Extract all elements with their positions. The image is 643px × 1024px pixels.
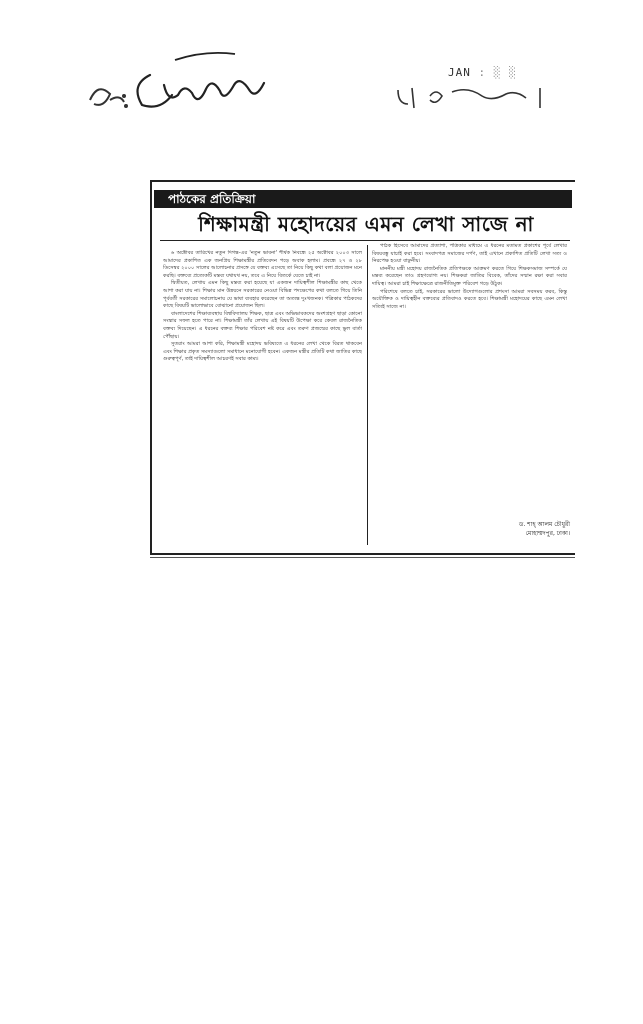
- top-rule: [150, 180, 575, 182]
- article-column-right: [372, 243, 567, 488]
- article-paragraph: ৬ অক্টোবর তারিখের নতুন দিগন্ত-এর 'নতুন ভাবনা' শীর্ষক নিবন্ধে ২৫ অক্টোবর ২০০৩ সালে আমাদের প্রকাশিত এক জনপ্রিয় শিক্ষামন্ত্রীর প্রতিবেদন পড়ে অবাক হলাম। প্রবন্ধে ২৭ ও ২৮ ডিসেম্বর ২০০০ সালের আলোচনার প্রসঙ্গে যে বক্তব্য এসেছে তা নিয়ে কিছু কথা বলা প্রয়োজন মনে করছি। বক্তব্যে প্রত্যেকটি মন্তব্য যথাযথ নয়, তবে এ নিয়ে বিতর্কে যেতে চাই না।: [163, 250, 362, 279]
- article-paragraph: পরিশেষে বলতে চাই, সরকারের ভালো উদ্যোগগুলোর প্রশংসা আমরা সবসময় করব, কিন্তু অযৌক্তিক ও দায়িত্বহীন বক্তব্যের প্রতিবাদও করতে হবে। শিক্ষামন্ত্রী মহোদয়ের কাছে এমন লেখা সত্যিই সাজে না।: [372, 288, 567, 310]
- bottom-rule: [150, 553, 575, 555]
- handwritten-annotation: [80, 30, 300, 135]
- left-rule: [150, 180, 152, 555]
- date-stamp: JAN : ░ ░: [448, 66, 517, 79]
- article-paragraph: সুতরাং আমরা আশা করি, শিক্ষামন্ত্রী মহোদয় ভবিষ্যতে এ ধরনের লেখা থেকে বিরত থাকবেন এবং শিক্ষার প্রকৃত সমস্যাগুলো সমাধানে মনোযোগী হবেন। একজন মন্ত্রীর প্রতিটি কথা জাতির কাছে গুরুত্বপূর্ণ, তাই দায়িত্বশীল আচরণই সবার কাম্য।: [163, 341, 362, 363]
- stamp-month: JAN: [448, 66, 471, 79]
- section-label: পাঠকের প্রতিক্রিয়া: [168, 192, 256, 206]
- headline-rule: [160, 240, 570, 241]
- bottom-rule-thin: [150, 557, 575, 558]
- article-paragraph: মাননীয় মন্ত্রী মহোদয় রাজনৈতিক প্রতিপক্ষকে আক্রমণ করতে গিয়ে শিক্ষকসমাজ সম্পর্কে যে মন্তব্য করেছেন তাও গ্রহণযোগ্য নয়। শিক্ষকরা জাতির বিবেক, তাঁদের সম্মান রক্ষা করা সবার দায়িত্ব। আমরা চাই শিক্ষাক্ষেত্রে রাজনীতিমুক্ত পরিবেশ গড়ে উঠুক।: [372, 265, 567, 287]
- article-paragraph: বাংলাদেশের শিক্ষাব্যবস্থায় বিশ্ববিদ্যালয় শিক্ষক, ছাত্র এবং অভিভাবকদের অংশগ্রহণ ছাড়া কোনো সংস্কার সফল হতে পারে না। শিক্ষামন্ত্রী তাঁর লেখায় এই বিষয়টি উপেক্ষা করে কেবল রাজনৈতিক বক্তব্য দিয়েছেন। এ ধরনের বক্তব্য শিক্ষার পরিবেশ নষ্ট করে এবং তরুণ প্রজন্মের কাছে ভুল বার্তা পৌঁছায়।: [163, 310, 362, 340]
- headline: শিক্ষামন্ত্রী মহোদয়ের এমন লেখা সাজে না: [198, 212, 534, 236]
- article-column-left: [163, 250, 362, 550]
- section-bar: [154, 190, 572, 208]
- author-signoff: [430, 520, 570, 538]
- article-paragraph: দ্বিতীয়ত, লেখায় এমন কিছু মন্তব্য করা হয়েছে যা একজন দায়িত্বশীল শিক্ষামন্ত্রীর কাছ থেকে আশা করা যায় না। শিক্ষার মান উন্নয়নে সরকারের নেওয়া বিভিন্ন পদক্ষেপের কথা বলতে গিয়ে তিনি পূর্ববর্তী সরকারের সমালোচনায় যে ভাষা ব্যবহার করেছেন তা অত্যন্ত দুঃখজনক। পত্রিকার পাঠকদের কাছে বিষয়টি ভালোভাবে বোঝানো প্রয়োজন ছিল।: [163, 280, 362, 310]
- author-name: ড. শাহ্‌ আলম চৌধুরী: [518, 521, 570, 528]
- author-location: মোহাম্মদপুর, ঢাকা।: [525, 530, 570, 537]
- column-divider: [367, 245, 368, 545]
- article-paragraph: পাঠক হিসেবে আমাদের প্রত্যাশা, পত্রিকার মাধ্যমে এ ধরনের মতামত প্রকাশের পূর্বে লেখার বিষয়বস্তু যাচাই করা হবে। সংবাদপত্র সমাজের দর্পণ, তাই এখানে প্রকাশিত প্রতিটি লেখা সত্য ও নিরপেক্ষ হওয়া বাঞ্ছনীয়।: [372, 243, 567, 265]
- stamp-scribble: [390, 78, 570, 118]
